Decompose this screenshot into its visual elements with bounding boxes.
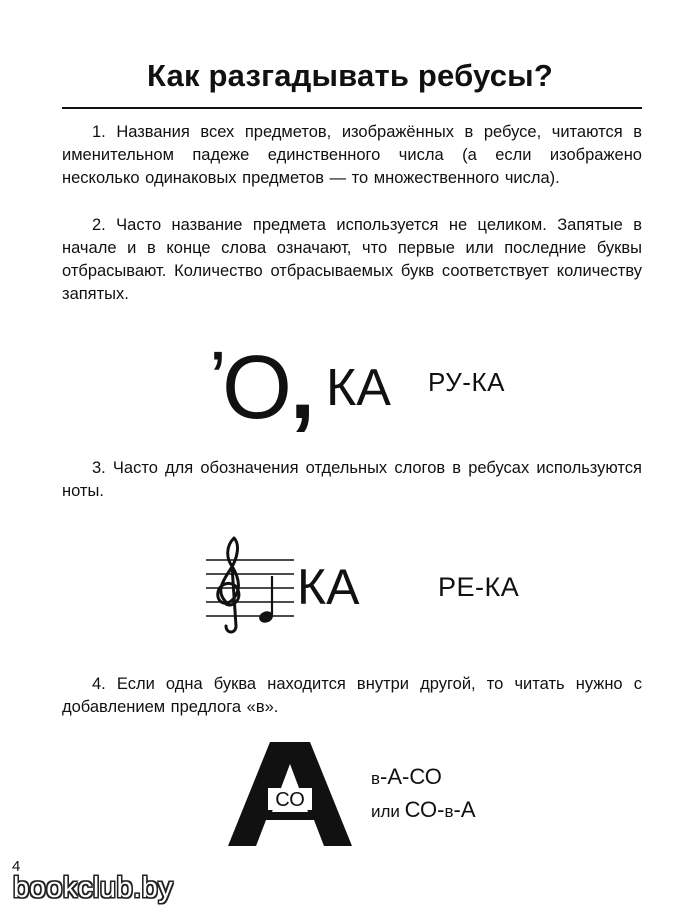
rebus-answer-reka: РЕ-КА [438,572,520,602]
rebus-answer-sova: или СО-в-А [371,797,476,822]
rebus-comma: , [290,338,316,438]
page-number: 4 [12,858,21,875]
rebus-letter-o: О [222,338,293,438]
rule-1: 1. Названия всех предметов, изображённых в ребусе, читаются в именительном падеже единственного числа (а если изображено несколько одинаковых предметов — то множественного числа). [62,123,642,187]
rebus-inner-text: СО [275,789,305,811]
watermark: bookclub.by [13,872,174,904]
music-staff-icon [204,536,296,636]
rebus-apostrophe: ’ [209,335,227,424]
rule-2: 2. Часто название предмета используется не целиком. Запятые в начале и в конце слова означают, что первые или последние буквы отбрасывают. Количество отбрасываемых букв соответствует количеству запятых. [62,216,642,303]
rebus-big-letter-a [228,742,352,846]
title-underline [62,107,642,109]
rule-3: 3. Часто для обозначения отдельных слогов в ребусах используются ноты. [62,459,642,500]
rebus-answer-ruka: РУ-КА [428,367,505,397]
rebus-answer-vaso: в-А-СО [371,764,442,789]
rule-4: 4. Если одна буква находится внутри другой, то читать нужно с добавлением предлога «в». [62,675,642,716]
rebus-syllable-ka: КА [326,359,391,417]
rebus-syllable-ka-2: КА [297,559,360,615]
treble-clef-icon [218,538,239,632]
page-title: Как разгадывать ребусы? [147,58,553,93]
